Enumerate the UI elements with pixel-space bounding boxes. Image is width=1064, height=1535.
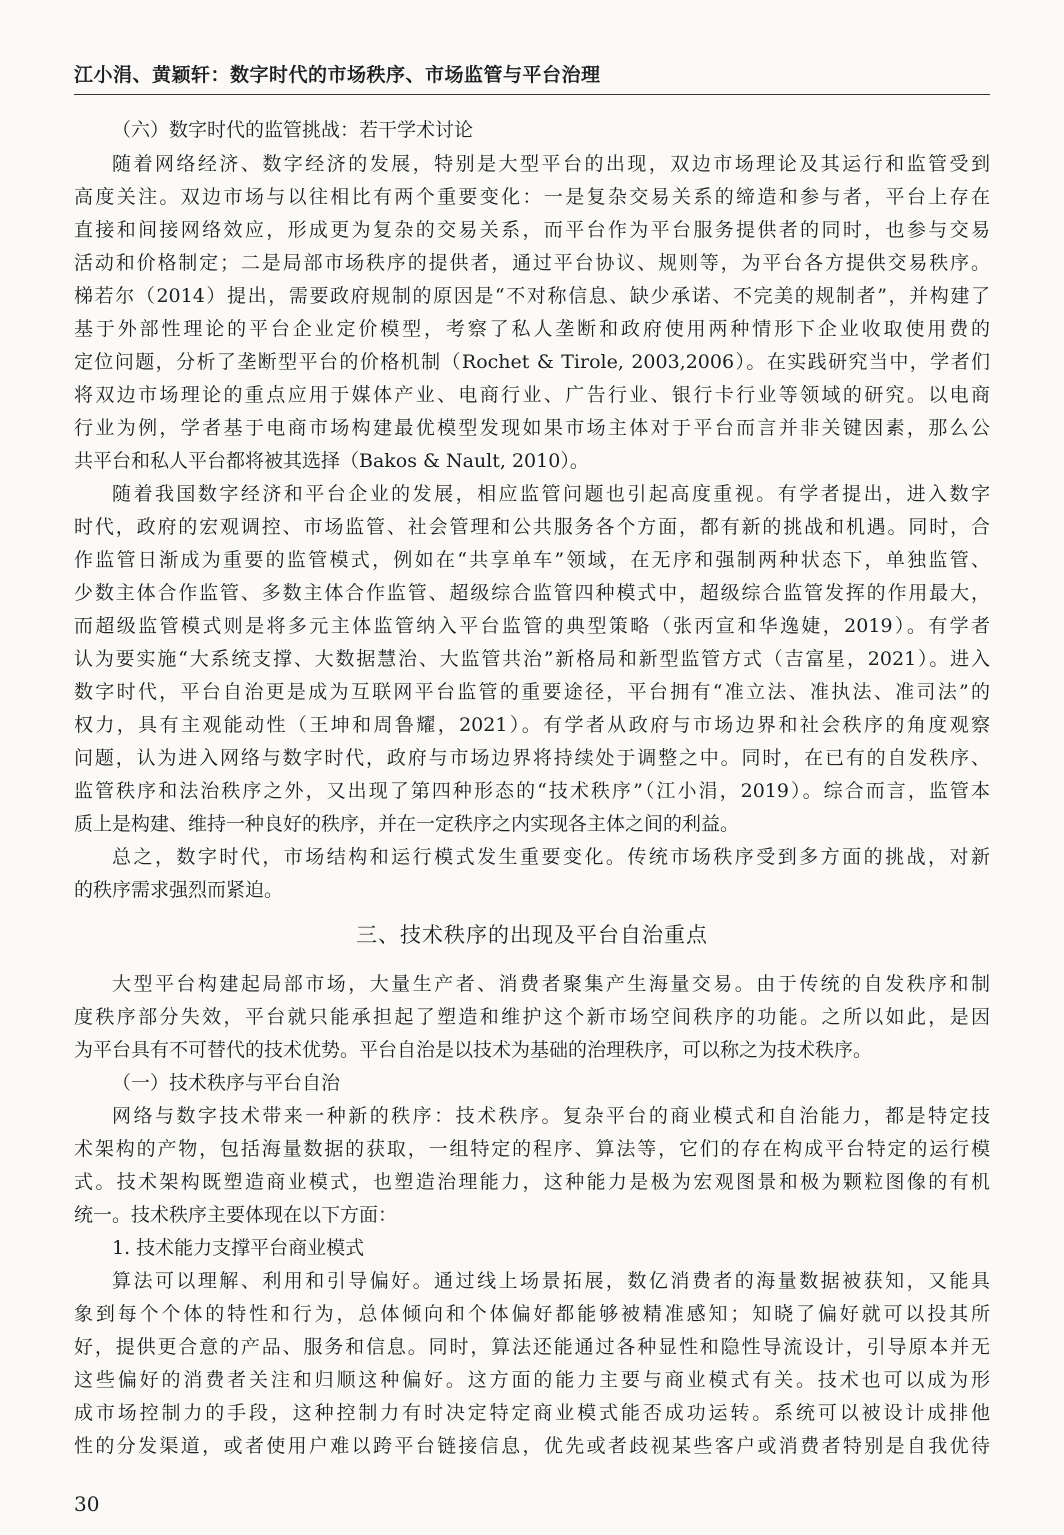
text-line: 少数主体合作监管、多数主体合作监管、超级综合监管四种模式中，超级综合监管发挥的作用最大， bbox=[74, 582, 990, 604]
text-line: 基于外部性理论的平台企业定价模型，考察了私人垄断和政府使用两种情形下企业收取使用费的 bbox=[74, 318, 990, 340]
text-line: 度秩序部分失效，平台就只能承担起了塑造和维护这个新市场空间秩序的功能。之所以如此，是因 bbox=[74, 1006, 990, 1028]
text-line: 象到每个个体的特性和行为，总体倾向和个体偏好都能够被精准感知；知晓了偏好就可以投其所 bbox=[74, 1303, 990, 1325]
text-line: 监管秩序和法治秩序之外，又出现了第四种形态的“技术秩序”（江小涓，2019）。综合而言，监管本 bbox=[74, 780, 990, 802]
text-line: 作监管日渐成为重要的监管模式，例如在“共享单车”领域，在无序和强制两种状态下，单独监管、 bbox=[74, 549, 990, 571]
text-line: 活动和价格制定；二是局部市场秩序的提供者，通过平台协议、规则等，为平台各方提供交易秩序。 bbox=[74, 252, 990, 274]
section-title: 三、技术秩序的出现及平台自治重点 bbox=[356, 923, 708, 947]
text-line: 将双边市场理论的重点应用于媒体产业、电商行业、广告行业、银行卡行业等领域的研究。以电商 bbox=[74, 384, 990, 406]
subsection-heading: （一）技术秩序与平台自治 bbox=[112, 1072, 341, 1094]
text-line: 成市场控制力的手段，这种控制力有时决定特定商业模式能否成功运转。系统可以被设计成排他 bbox=[74, 1402, 990, 1424]
text-line: 性的分发渠道，或者使用户难以跨平台链接信息，优先或者歧视某些客户或消费者特别是自我优待 bbox=[74, 1435, 990, 1457]
text-line: 式。技术架构既塑造商业模式，也塑造治理能力，这种能力是极为宏观图景和极为颗粒图像的有机 bbox=[74, 1171, 990, 1193]
text-line: 统一。技术秩序主要体现在以下方面： bbox=[74, 1204, 398, 1226]
text-line: 共平台和私人平台都将被其选择（Bakos & Nault, 2010）。 bbox=[74, 450, 589, 472]
text-line: 随着我国数字经济和平台企业的发展，相应监管问题也引起高度重视。有学者提出，进入数字 bbox=[112, 483, 990, 505]
text-line: 数字时代，平台自治更是成为互联网平台监管的重要途径，平台拥有“准立法、准执法、准司法”的 bbox=[74, 681, 990, 703]
subsection-heading: （六）数字时代的监管挑战：若干学术讨论 bbox=[112, 119, 474, 141]
text-line: 时代，政府的宏观调控、市场监管、社会管理和公共服务各个方面，都有新的挑战和机遇。同时，合 bbox=[74, 516, 990, 538]
text-line: 权力，具有主观能动性（王坤和周鲁耀，2021）。有学者从政府与市场边界和社会秩序的角度观察 bbox=[74, 714, 990, 736]
text-line: 定位问题，分析了垄断型平台的价格机制（Rochet & Tirole, 2003,2006）。在实践研究当中，学者们 bbox=[74, 351, 990, 373]
page-number: 30 bbox=[74, 1492, 100, 1516]
text-line: 为平台具有不可替代的技术优势。平台自治是以技术为基础的治理秩序，可以称之为技术秩序。 bbox=[74, 1039, 873, 1061]
text-line: 问题，认为进入网络与数字时代，政府与市场边界将持续处于调整之中。同时，在已有的自发秩序、 bbox=[74, 747, 990, 769]
text-line: 行业为例，学者基于电商市场构建最优模型发现如果市场主体对于平台而言并非关键因素，那么公 bbox=[74, 417, 990, 439]
text-line: 大型平台构建起局部市场，大量生产者、消费者聚集产生海量交易。由于传统的自发秩序和制 bbox=[112, 973, 990, 995]
text-line: 算法可以理解、利用和引导偏好。通过线上场景拓展，数亿消费者的海量数据被获知，又能具 bbox=[112, 1270, 990, 1292]
text-line: 认为要实施“大系统支撑、大数据慧治、大监管共治”新格局和新型监管方式（吉富星，2021）。进入 bbox=[74, 648, 990, 670]
header-rule bbox=[74, 94, 990, 95]
text-line: 直接和间接网络效应，形成更为复杂的交易关系，而平台作为平台服务提供者的同时，也参与交易 bbox=[74, 219, 990, 241]
text-line: 这些偏好的消费者关注和归顺这种偏好。这方面的能力主要与商业模式有关。技术也可以成为形 bbox=[74, 1369, 990, 1391]
text-line: 总之，数字时代，市场结构和运行模式发生重要变化。传统市场秩序受到多方面的挑战，对新 bbox=[112, 846, 990, 868]
text-line: 梯若尔（2014）提出，需要政府规制的原因是“不对称信息、缺少承诺、不完美的规制者”，并构建了 bbox=[74, 285, 990, 307]
text-line: 随着网络经济、数字经济的发展，特别是大型平台的出现，双边市场理论及其运行和监管受到 bbox=[112, 153, 990, 175]
text-line: 的秩序需求强烈而紧迫。 bbox=[74, 879, 284, 901]
text-line: 质上是构建、维持一种良好的秩序，并在一定秩序之内实现各主体之间的利益。 bbox=[74, 813, 740, 835]
text-line: 高度关注。双边市场与以往相比有两个重要变化：一是复杂交易关系的缔造和参与者，平台上存在 bbox=[74, 186, 990, 208]
text-line: 网络与数字技术带来一种新的秩序：技术秩序。复杂平台的商业模式和自治能力，都是特定技 bbox=[112, 1105, 990, 1127]
text-line: 好，提供更合意的产品、服务和信息。同时，算法还能通过各种显性和隐性导流设计，引导原本并无 bbox=[74, 1336, 990, 1358]
numbered-heading: 1. 技术能力支撑平台商业模式 bbox=[112, 1237, 365, 1259]
text-line: 术架构的产物，包括海量数据的获取，一组特定的程序、算法等，它们的存在构成平台特定的运行模 bbox=[74, 1138, 990, 1160]
text-line: 而超级监管模式则是将多元主体监管纳入平台监管的典型策略（张丙宣和华逸婕，2019）。有学者 bbox=[74, 615, 990, 637]
running-head: 江小涓、黄颖轩：数字时代的市场秩序、市场监管与平台治理 bbox=[74, 64, 601, 86]
